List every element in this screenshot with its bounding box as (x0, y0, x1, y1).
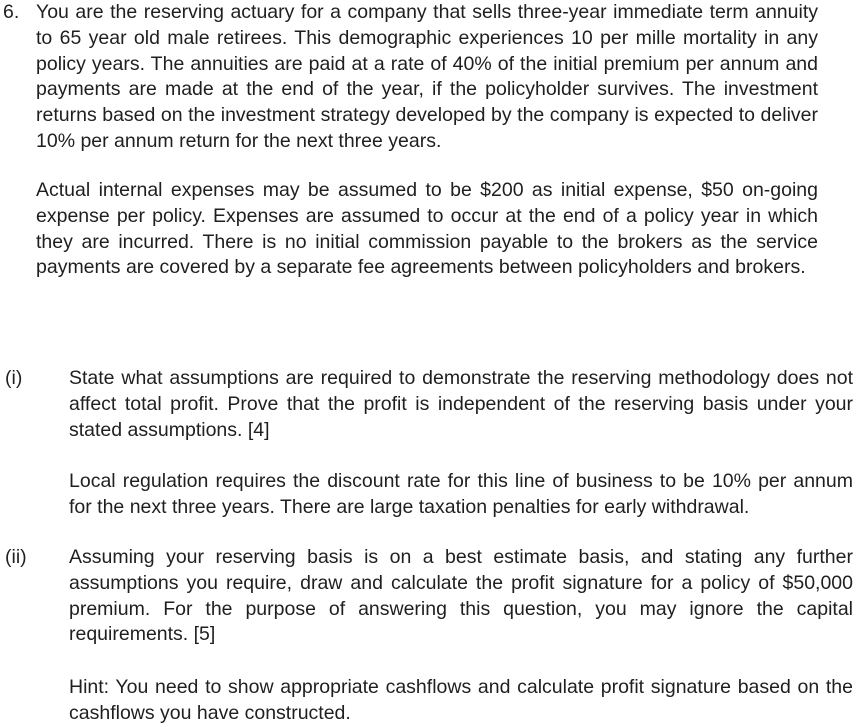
part-ii-label: (ii) (5, 546, 27, 568)
regulation-note: Local regulation requires the discount rate for this line of business to be 10% per annum for the next three years. There are large taxation penalties for early withdrawal. (69, 470, 853, 518)
expenses-paragraph: Actual internal expenses may be assumed to be $200 as initial expense, $50 on-going expense per policy. Expenses are assumed to occur at the end of a policy year in which they are incurred. There is no initial commission payable to the brokers as the service payments are covered by a separate fee agreements between policyholders and brokers. (36, 179, 818, 279)
part-i-text: State what assumptions are required to demonstrate the reserving methodology does not affect total profit. Prove that the profit is independent of the reserving basis under your stated assumptions. [4] (69, 367, 853, 441)
part-i-label: (i) (5, 367, 23, 389)
question-number: 6. (3, 1, 20, 23)
hint-paragraph: Hint: You need to show appropriate cashflows and calculate profit signature based on the cashflows you have constructed. (69, 676, 853, 724)
question-intro-paragraph: You are the reserving actuary for a company that sells three-year immediate term annuity to 65 year old male retirees. This demographic experiences 10 per mille mortality in any policy years. The annuities are paid at a rate of 40% of the initial premium per annum and payments are made at the end of the year, if the policyholder survives. The investment returns based on the investment strategy developed by the company is expected to deliver 10% per annum return for the next three years. (36, 1, 818, 152)
part-ii-text: Assuming your reserving basis is on a best estimate basis, and stating any further assumptions you require, draw and calculate the profit signature for a policy of $50,000 premium. For the purpose of answering this question, you may ignore the capital requirements. [5] (69, 546, 853, 646)
